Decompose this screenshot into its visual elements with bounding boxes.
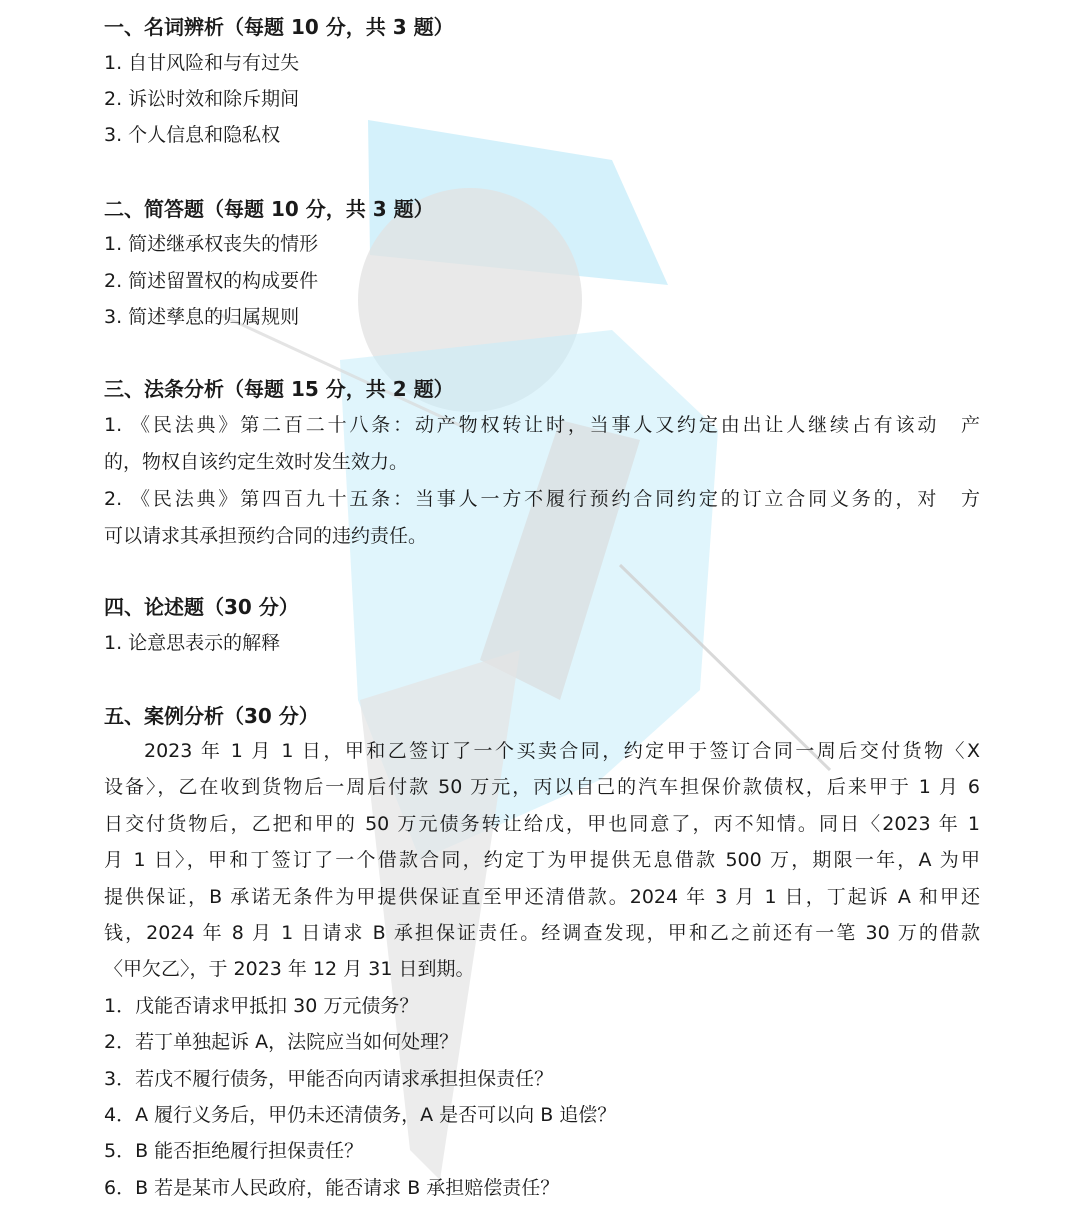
case-line-2: 设备〉，乙在收到货物后一周后付款 50 万元，丙以自己的汽车担保价款债权，后来甲于 1 月 6	[104, 776, 980, 799]
case-line-6: 钱，2024 年 8 月 1 日请求 B 承担保证责任。经调查发现，甲和乙之前还有一笔 30 万的借款	[104, 922, 980, 945]
section-title-3: 三、法条分析（每题 15 分，共 2 题）	[104, 377, 454, 401]
section-3-item-2-line-1: 2. 《民法典》第四百九十五条：当事人一方不履行预约合同约定的订立合同义务的，对 方	[104, 488, 980, 510]
case-paragraph	[104, 733, 980, 988]
section-1-item-3: 3. 个人信息和隐私权	[104, 124, 281, 146]
section-2-item-1: 1. 简述继承权丧失的情形	[104, 233, 319, 255]
section-title-4: 四、论述题（30 分）	[104, 595, 299, 619]
section-3-item-1-line-1: 1. 《民法典》第二百二十八条：动产物权转让时，当事人又约定由出让人继续占有该动 产	[104, 414, 980, 436]
section-3-item-2-line-2: 可以请求其承担预约合同的违约责任。	[104, 525, 428, 547]
section-3-item-1-line-2: 的，物权自该约定生效时发生效力。	[104, 451, 409, 473]
section-4-item-1: 1. 论意思表示的解释	[104, 632, 281, 654]
section-title-2: 二、简答题（每题 10 分，共 3 题）	[104, 197, 434, 221]
section-2-item-3: 3. 简述孳息的归属规则	[104, 306, 300, 328]
section-2-item-2: 2. 简述留置权的构成要件	[104, 270, 319, 292]
case-question-1: 1．戊能否请求甲抵扣 30 万元债务？	[104, 995, 419, 1017]
case-line-1: 2023 年 1 月 1 日，甲和乙签订了一个买卖合同，约定甲于签订合同一周后交付货物〈X	[144, 740, 980, 762]
section-title-5: 五、案例分析（30 分）	[104, 704, 319, 728]
section-3-item-1	[104, 407, 980, 481]
case-question-5: 5．B 能否拒绝履行担保责任？	[104, 1140, 364, 1162]
case-line-5: 提供保证，B 承诺无条件为甲提供保证直至甲还清借款。2024 年 3 月 1 日，丁起诉 A 和甲还	[104, 885, 980, 908]
case-question-3: 3．若戊不履行债务，甲能否向丙请求承担担保责任？	[104, 1068, 554, 1090]
section-title-1: 一、名词辨析（每题 10 分，共 3 题）	[104, 15, 454, 39]
case-question-2: 2．若丁单独起诉 A，法院应当如何处理？	[104, 1031, 459, 1053]
case-question-4: 4．A 履行义务后，甲仍未还清债务，A 是否可以向 B 追偿？	[104, 1104, 617, 1126]
section-3-item-2	[104, 481, 980, 555]
case-line-7: 〈甲欠乙〉，于 2023 年 12 月 31 日到期。	[104, 958, 475, 981]
section-1-item-1: 1. 自甘风险和与有过失	[104, 52, 300, 74]
case-line-4: 月 1 日〉，甲和丁签订了一个借款合同，约定丁为甲提供无息借款 500 万，期限一年，A 为甲	[104, 849, 980, 872]
case-line-3: 日交付货物后，乙把和甲的 50 万元债务转让给戊，甲也同意了，丙不知情。同日〈2023 年 1	[104, 812, 980, 835]
section-1-item-2: 2. 诉讼时效和除斥期间	[104, 88, 300, 110]
case-question-6: 6．B 若是某市人民政府，能否请求 B 承担赔偿责任？	[104, 1177, 560, 1199]
